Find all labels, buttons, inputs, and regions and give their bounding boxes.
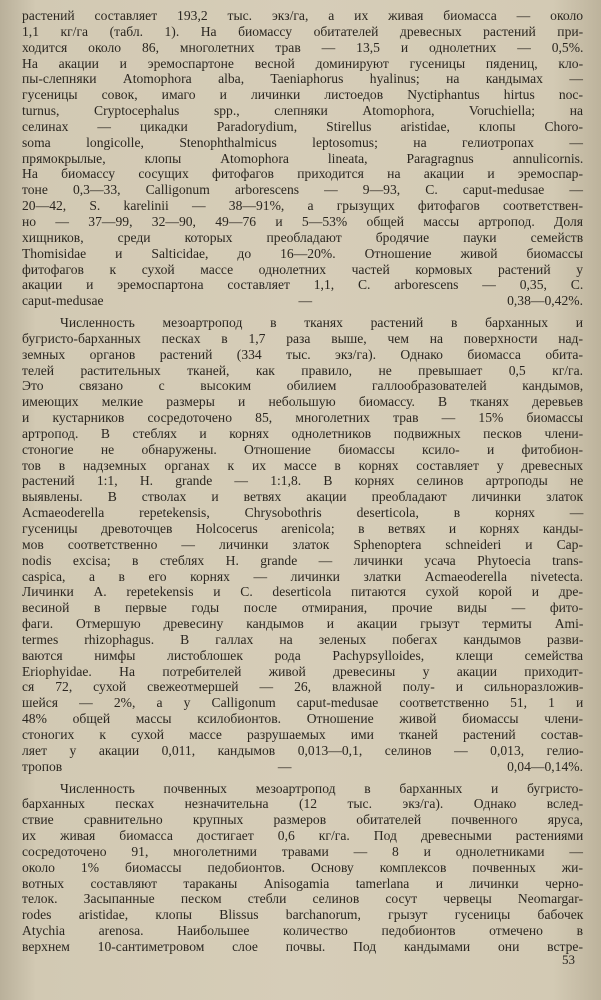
text-line: вотных составляют тараканы Anisogamia tamerlana и личинки черно-	[22, 875, 584, 891]
text-line: Atychia arenosa. Наибольшее количество педобионтов отмечено в	[22, 923, 583, 939]
text-line: фитофагов к сухой массе однолетних частей кормовых растений у	[22, 261, 583, 277]
text-line: 20—42, S. karelinii — 38—91%, а грызущих фитофагов соответствен-	[22, 198, 583, 214]
text-line: прямокрылые, клопы Atomophora lineata, Paragragnus annulicornis.	[22, 150, 584, 166]
text-line: стоногие не обнаружены. Отношение биомассы ксило- и фитобион-	[22, 441, 583, 457]
text-line: caspica, а в его корнях — личинки златки Acmaeoderella nivetecta.	[22, 568, 583, 584]
text-line: сосредоточено 91, многолетними травами — 8 и однолетниками —	[22, 843, 583, 859]
text-line: На биомассу сосущих фитофагов приходится на акации и эремоспар-	[22, 166, 583, 182]
text-line: Eriophyidae. На потребителей живой древесины у акации приходит-	[22, 663, 583, 679]
text-line: soma longicolle, Stenophthalmicus leptosomus; на гелиотропах —	[22, 134, 583, 150]
text-line: ходится около 86, многолетних трав — 13,5 и однолетних — 0,5%.	[22, 39, 584, 55]
text-line: termes rhizophagus. В галлах на зеленых побегах кандымов разви-	[22, 631, 584, 647]
text-line: хищников, среди которых преобладают бродячие пауки семейств	[22, 229, 584, 245]
text-line: барханных песках незначительна (12 тыс. экз/га). Однако вслед-	[22, 796, 584, 812]
text-line: верхнем 10-сантиметровом слое почвы. Под кандымами они встре-	[22, 938, 583, 954]
text-line: но — 37—99, 32—90, 49—76 и 5—53% общей массы артропод. Доля	[22, 213, 583, 229]
text-line: turnus, Cryptocephalus spp., слепняки Atomophora, Voruchiella; на	[22, 103, 583, 119]
text-line: Личинки A. repetekensis и C. deserticola питаются сухой корой и дре-	[22, 584, 583, 600]
text-line: выявлены. В стволах и ветвях акации преобладают личинки златок	[22, 489, 584, 505]
text-line: телок. Засыпанные песком стебли селинов сосут червецы Neomargar-	[22, 891, 583, 907]
text-line: caput-medusae — 0,38—0,42%.	[22, 293, 583, 309]
text-line: Thomisidae и Salticidae, до 16—20%. Отношение живой биомассы	[22, 245, 583, 261]
text-line: фаги. Отмершую древесину кандымов и акации грызут термиты Ami-	[22, 616, 584, 632]
text-line: стоногих к сухой массе разрушаемых ими тканей растений состав-	[22, 726, 583, 742]
text-line: Численность почвенных мезоартропод в барханных и бугристо-	[60, 780, 583, 796]
text-line: ваются нимфы листоблошек рода Pachypsylloides, клещи семейства	[22, 647, 583, 663]
text-line: акации и эремоспартона составляет 1,1, C. arborescens — 0,35, C.	[22, 277, 584, 293]
text-line: ся 72, сухой свежеотмершей — 26, влажной полу- и сильноразложив-	[22, 679, 584, 695]
text-line: ствие сравнительно крупных размеров обитателей почвенного яруса,	[22, 812, 583, 828]
text-line: и кустарников сосредоточено 85, многолетних трав — 15% биомассы	[22, 410, 583, 426]
text-line: На акации и эремоспартоне весной доминируют гусеницы пядениц, кло-	[22, 55, 584, 71]
text-line: их живая биомасса достигает 0,6 кг/га. Под древесными растениями	[22, 828, 584, 844]
text-line: артропод. В стеблях и корнях однолетников подвижных песков члени-	[22, 425, 584, 441]
page-number: 53	[562, 952, 575, 967]
text-line: мов соответственно — личинки златок Sphenoptera schneideri и Cap-	[22, 536, 583, 552]
text-line: шейся — 2%, а у Calligonum caput-medusae соответственно 51, 1 и	[22, 695, 584, 711]
text-line: 1,1 кг/га (табл. 1). На биомассу обитателей древесных растений при-	[22, 23, 584, 39]
text-line: тропов — 0,04—0,14%.	[22, 758, 583, 774]
text-line: nodis excisa; в стеблях H. grande — личинки усача Phytoecia trans-	[22, 552, 584, 568]
text-line: тов в надземных органах к их массе в корнях составляет у древесных	[22, 457, 583, 473]
paragraph	[22, 8, 583, 309]
text-line: селинах — цикадки Paradorydium, Stirellus aristidae, клопы Choro-	[22, 118, 583, 134]
page-text-body	[22, 8, 583, 955]
text-line: гусеницы древоточцев Holcocerus arenicola; в ветвях и корнях канды-	[22, 521, 584, 536]
text-line: пы-слепняки Atomophora alba, Taeniaphorus hyalinus; на кандымах —	[22, 71, 583, 87]
text-line: около 1% биомассы педобионтов. Основу комплексов почвенных жи-	[22, 859, 583, 875]
text-line: имеющих мелкие размеры и небольшую биомассу. В тканях деревьев	[22, 394, 583, 410]
paragraph	[22, 315, 583, 774]
text-line: растений составляет 193,2 тыс. экз/га, а их живая биомасса — около	[22, 8, 584, 23]
text-line: 48% общей массы ксилобионтов. Отношение живой биомассы члени-	[22, 711, 583, 727]
text-line: Acmaeoderella repetekensis, Chrysobothris deserticola, в корнях —	[22, 505, 584, 521]
text-line: бугристо-барханных песках в 1,7 раза выше, чем на поверхности над-	[22, 330, 583, 346]
text-line: Это связано с высоким обилием галлообразователей кандымов,	[22, 378, 584, 394]
text-line: rodes aristidae, клопы Blissus barchanorum, грызут гусеницы бабочек	[22, 907, 584, 923]
text-line: гусеницы совок, имаго и личинки листоедов Nyctiphantus hirtus noc-	[22, 87, 583, 103]
paragraph	[22, 781, 583, 955]
text-line: земных органов растений (334 тыс. экз/га). Однако биомасса обита-	[22, 346, 583, 362]
text-line: ляет у акации 0,011, кандымов 0,013—0,1, селинов — 0,013, гелио-	[22, 742, 584, 758]
text-line: весиной в первые годы после отмирания, прочие виды — фито-	[22, 600, 583, 616]
text-line: телей растительных тканей, как правило, не превышает 0,5 кг/га.	[22, 362, 584, 378]
text-line: Численность мезоартропод в тканях растений в барханных и	[60, 315, 583, 331]
text-line: растений 1:1, H. grande — 1:1,8. В корнях селинов артроподы не	[22, 473, 584, 489]
text-line: тоне 0,3—33, Calligonum arborescens — 9—93, C. caput-medusae —	[22, 182, 583, 198]
